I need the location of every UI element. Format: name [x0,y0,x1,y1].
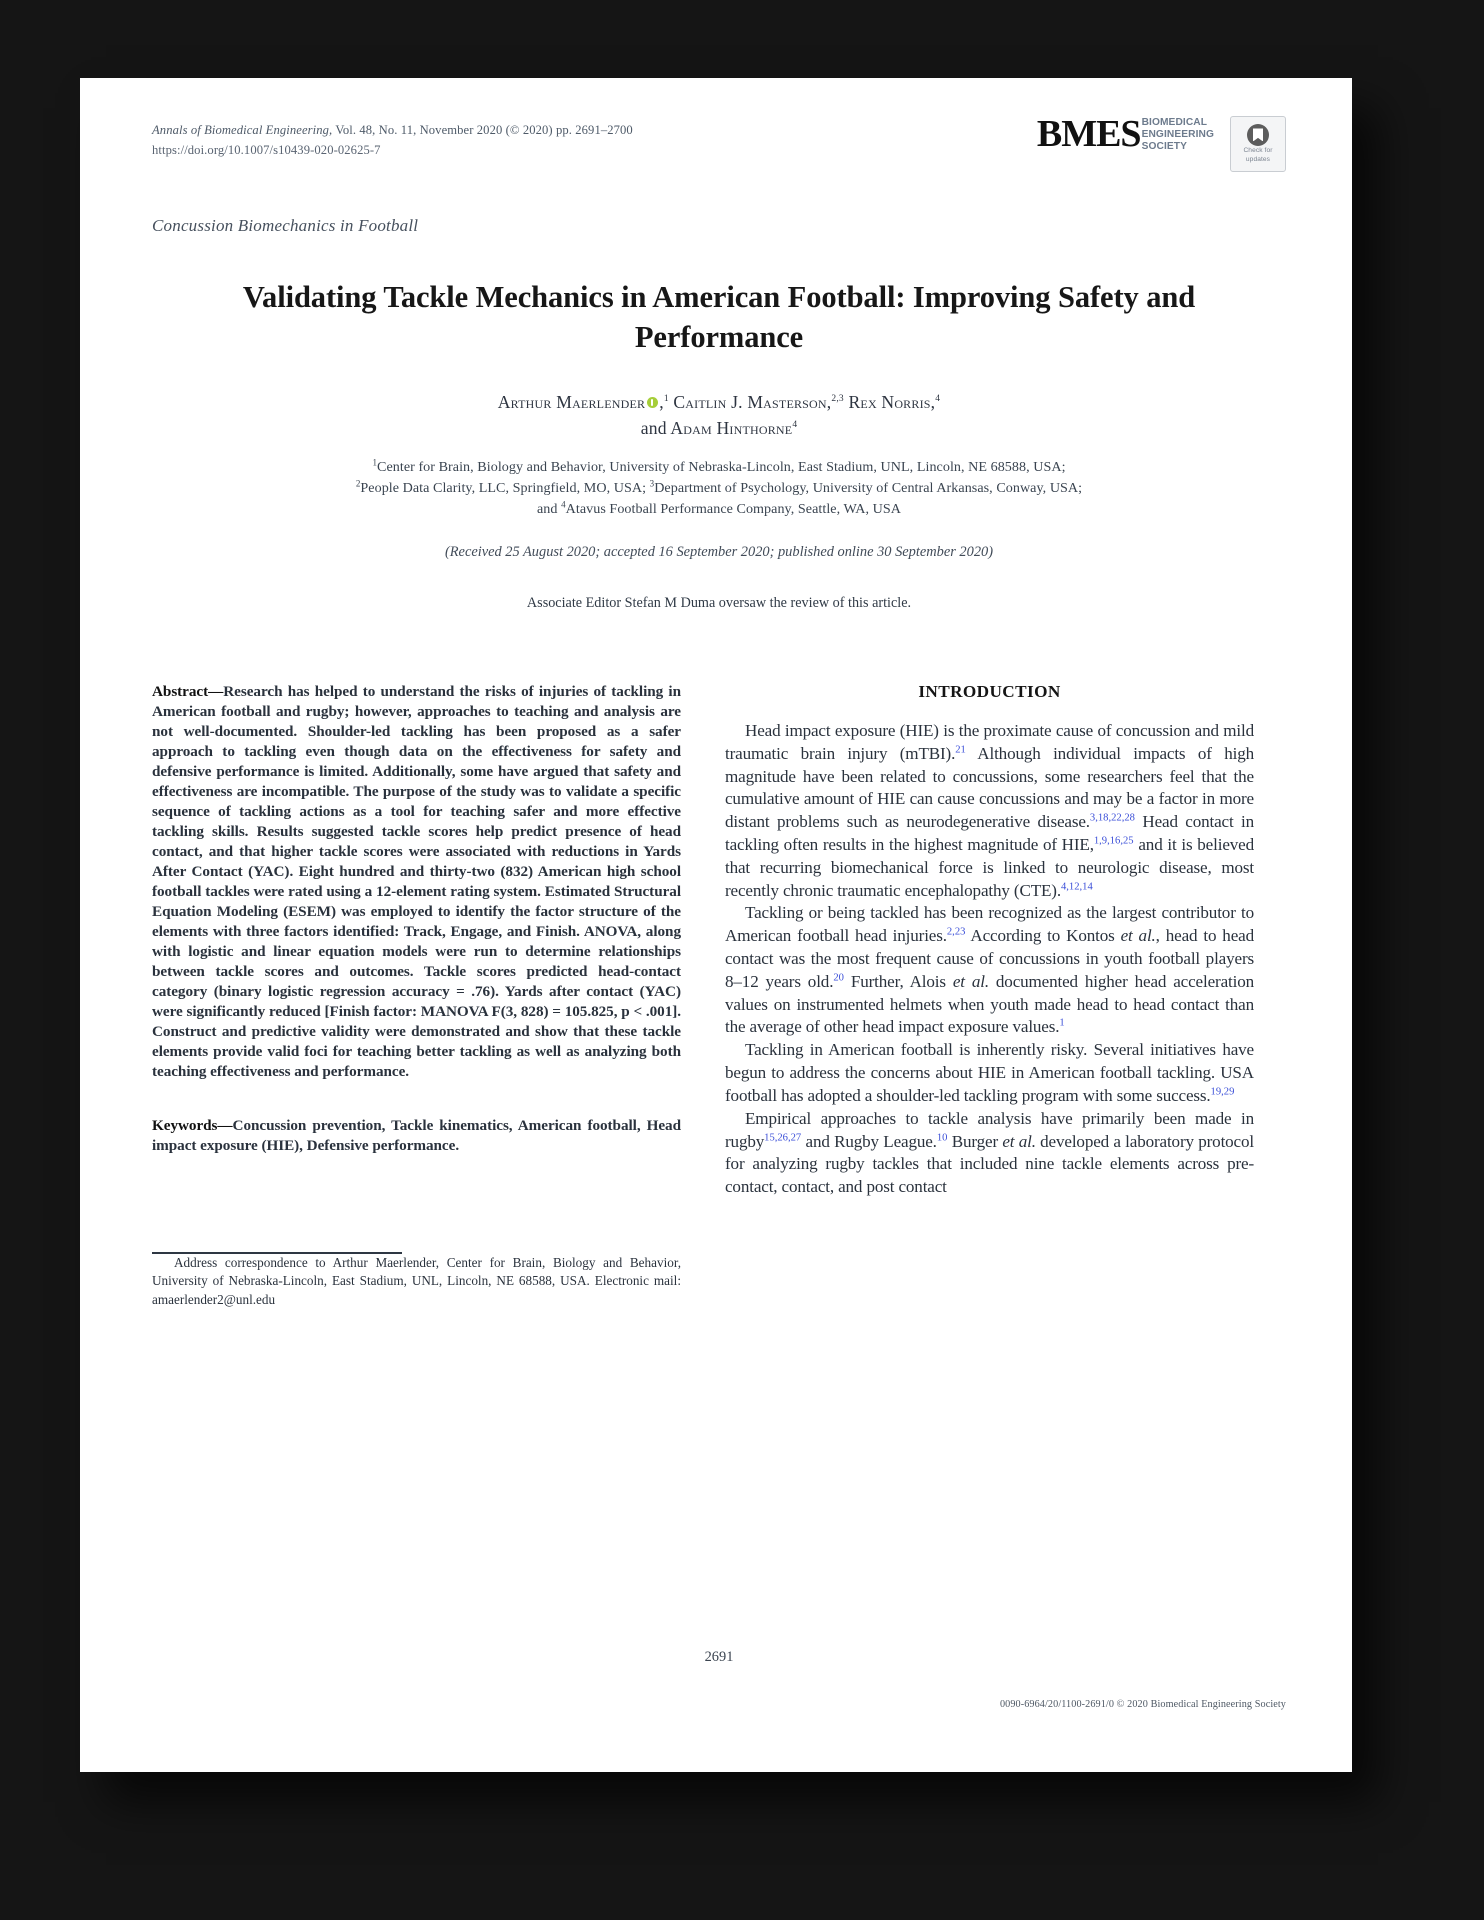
journal-volume-info: Vol. 48, No. 11, November 2020 (© 2020) pp. 2691–2700 [332,123,633,137]
bmes-sub-line-2: ENGINEERING [1141,128,1214,140]
check-updates-line-1: Check for [1243,147,1273,155]
masthead-logos [1036,112,1286,172]
intro-p2-seg-c: , head to head contact was the most frequent cause of concussions in youth football players 8–12 years old. [725,926,1254,991]
affiliation-4-text: Atavus Football Performance Company, Seattle, WA, USA [565,501,901,518]
keywords-paragraph [152,1116,681,1156]
left-column [152,682,681,1309]
paper-page [80,78,1352,1772]
bmes-sub-line-1: BIOMEDICAL [1141,117,1208,128]
intro-p2-seg-d: Further, Alois [843,971,953,991]
affiliation-3-text: Department of Psychology, University of Central Arkansas, Conway, USA; [654,480,1083,497]
bmes-sub-line-3: SOCIETY [1141,140,1187,152]
intro-p4-seg-b: and Rugby League. [801,1131,937,1151]
author-conjunction: and [640,418,667,439]
affiliation-4-sup: 4 [561,499,566,510]
affiliation-2-text: People Data Clarity, LLC, Springfield, MO, USA; [360,480,647,497]
affiliation-3-sup: 3 [649,478,655,489]
author-3-name: Rex Norris, [848,392,936,413]
intro-paragraph-2 [725,902,1254,1039]
masthead [152,104,1286,172]
orcid-icon[interactable] [647,397,658,408]
citation-ref[interactable]: 4,12,14 [1060,880,1093,892]
author-1-sup: 1 [663,394,669,405]
intro-p3-seg-a: Tackling in American football is inherently risky. Several initiatives have begun to address the concerns about HIE in American football tackling. USA football has adopted a shoulder-led tackling program with some success. [725,1040,1254,1105]
author-1-name: Arthur Maerlender [497,392,646,413]
right-column [725,682,1254,1309]
abstract-text: Research has helped to understand the risks of injuries of tackling in American football and rugby; however, approaches to teaching and analysis are not well-documented. Shoulder-led tackling has been proposed as a safer approach to tackling even though data on the effectiveness for safety and defensive performance is limited. Additionally, some have argued that safety and effectiveness are incompatible. The purpose of the study was to validate a specific sequence of tackling actions as a tool for teaching safer and more effective tackling skills. Results suggested tackle scores help predict presence of head contact, and that higher tackle scores were associated with reductions in Yards After Contact (YAC). Eight hundred and thirty-two (832) American high school football tackles were rated using a 12-element rating system. Estimated Structural Equation Modeling (ESEM) was employed to identify the factor structure of the elements with three factors identified: Track, Engage, and Finish. ANOVA, along with logistic and linear equation models were run to determine relationships between tackle scores and outcomes. Tackle scores predicted head-contact category (binary logistic regression accuracy = .76). Yards after contact (YAC) were significantly reduced [Finish factor: MANOVA F(3, 828) = 105.825, p < .001]. Construct and predictive validity were demonstrated and show that these tackle elements provide valid foci for teaching better tackling as well as analyzing both teaching effectiveness and performance. [152,682,681,1080]
affiliation-line-2 [152,478,1286,499]
check-for-updates-badge[interactable] [1230,116,1286,172]
author-3-sup: 4 [935,394,941,405]
journal-name: Annals of Biomedical Engineering, [152,123,333,137]
citation-ref[interactable]: 20 [833,972,844,984]
check-updates-line-2: updates [1245,155,1271,163]
affiliation-1-sup: 1 [372,457,377,468]
intro-p1-seg-b: Although individual impacts of high magnitude have been related to concussions, some researchers feel that the cumulative amount of HIE can cause concussions and may be a factor in more distant problems such as neurodegenerative disease. [725,743,1254,832]
citation-ref[interactable]: 3,18,22,28 [1089,812,1135,824]
author-list [152,389,1286,441]
page-content-area [152,104,1286,1752]
correspondence-note: Address correspondence to Arthur Maerlender, Center for Brain, Biology and Behavior, University of Nebraska-Lincoln, East Stadium, UNL, Lincoln, NE 68588, USA. Electronic mail: amaerlender2@unl.edu [152,1254,681,1307]
journal-reference [152,120,633,140]
journal-citation-block [152,116,633,161]
page-number: 2691 [704,1649,734,1665]
page-title: Validating Tackle Mechanics in American Football: Improving Safety and Performance [242,280,1196,354]
affiliations [152,457,1286,520]
intro-p1-seg-d: and it is believed that recurring biomechanical force is linked to neurologic disease, most recently chronic traumatic encephalopathy (CTE). [725,834,1254,900]
intro-p1-seg-c: Head contact in tackling often results in the highest magnitude of HIE, [725,812,1254,854]
abstract-paragraph [152,682,681,1082]
affiliation-4-prefix: and [536,501,558,518]
citation-ref[interactable]: 10 [936,1131,948,1143]
doi-link[interactable]: https://doi.org/10.1007/s10439-020-02625-7 [152,143,381,158]
intro-p2-seg-a: Tackling or being tackled has been recognized as the largest contributor to American football head injuries. [725,903,1254,946]
affiliation-1-text: Center for Brain, Biology and Behavior, University of Nebraska-Lincoln, East Stadium, UNL, Lincoln, NE 68588, USA; [377,459,1066,476]
author-4-name: Adam Hinthorne [670,418,793,439]
publication-dates: (Received 25 August 2020; accepted 16 September 2020; published online 30 September 2020) [444,543,994,560]
abstract-label: Abstract— [152,682,224,700]
citation-ref[interactable]: 1,9,16,25 [1093,835,1134,847]
bmes-logo [1036,112,1214,155]
affiliation-2-sup: 2 [355,478,361,489]
author-2-name: Caitlin J. Masterson, [673,392,832,413]
affiliation-line-1 [152,457,1286,478]
intro-p2-etal-1: et al. [1120,926,1156,946]
two-column-body [152,682,1286,1309]
copyright-notice: 0090-6964/20/1100-2691/0 © 2020 Biomedical Engineering Society [999,1699,1286,1710]
author-2-sup: 2,3 [831,394,844,405]
author-4 [670,418,797,438]
intro-p4-seg-c: Burger [947,1131,1003,1151]
intro-p2-etal-2: et al. [952,971,989,991]
author-4-sup: 4 [792,420,798,431]
intro-p2-seg-e: documented higher head acceleration values on instrumented helmets when youth made head to head contact than the average of other head impact exposure values. [725,971,1254,1037]
author-1-affil-ref: ,$^1$ [659,392,669,413]
check-updates-label [1243,147,1272,163]
keywords-text: Concussion prevention, Tackle kinematics, American football, Head impact exposure (HIE), Defensive performance. [152,1116,681,1154]
citation-ref[interactable]: 15,26,27 [764,1131,802,1143]
intro-p1-seg-a: Head impact exposure (HIE) is the proximate cause of concussion and mild traumatic brain injury (mTBI). [725,720,1254,763]
bmes-wordmark: BMES [1036,112,1141,155]
intro-p4-seg-d: developed a laboratory protocol for analyzing rugby tackles that included nine tackle elements across pre-contact, contact, and post contact [725,1131,1254,1197]
running-head: Concussion Biomechanics in Football [152,216,419,235]
author-3 [848,392,940,412]
citation-ref[interactable]: 21 [955,744,966,755]
citation-ref[interactable]: 2,23 [946,926,966,938]
keywords-label: Keywords— [152,1116,233,1134]
intro-p4-seg-a: Empirical approaches to tackle analysis have primarily been made in rugby [725,1108,1254,1151]
document-page-wrapper [80,78,1352,1772]
intro-p4-etal-1: et al. [1002,1131,1036,1151]
intro-paragraph-4 [725,1108,1254,1199]
introduction-heading: INTRODUCTION [918,681,1061,701]
citation-ref[interactable]: 19,29 [1210,1086,1235,1098]
affiliation-line-3 [152,499,1286,520]
author-1 [498,392,669,412]
intro-paragraph-3 [725,1039,1254,1107]
intro-paragraph-1 [725,720,1254,903]
associate-editor-note: Associate Editor Stefan M Duma oversaw the review of this article. [526,594,912,611]
crossmark-icon [1247,124,1269,146]
bmes-society-name [1141,116,1214,152]
intro-p2-seg-b: According to Kontos [965,926,1121,946]
citation-ref[interactable]: 1 [1059,1017,1065,1029]
author-2 [673,392,844,412]
